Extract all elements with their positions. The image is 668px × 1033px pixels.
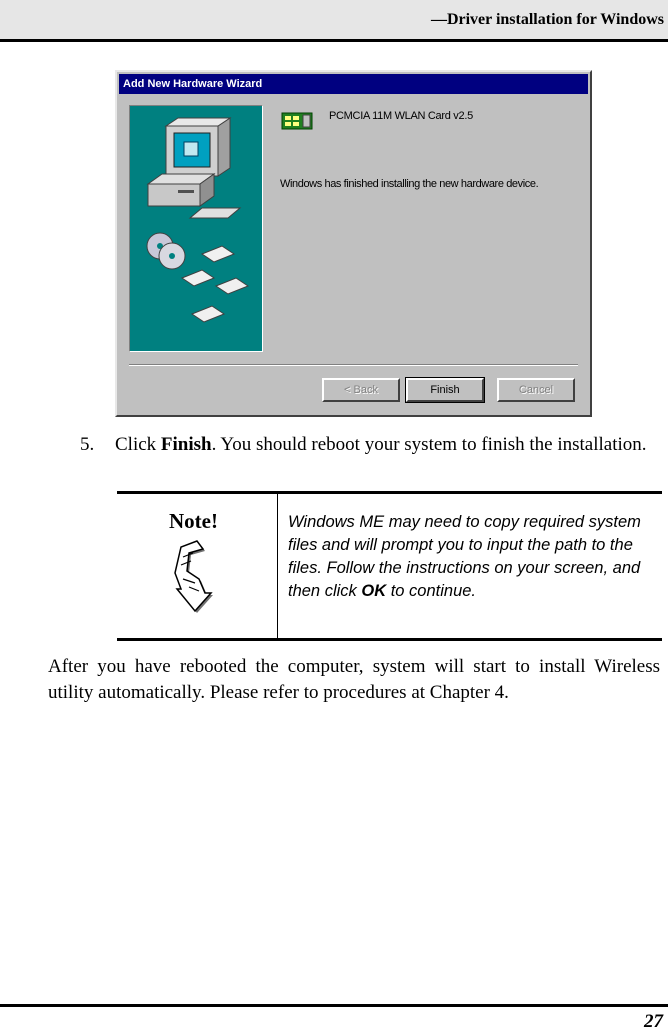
finish-button[interactable]: Finish xyxy=(406,378,484,402)
note-text-ok: OK xyxy=(361,582,387,600)
page-number: 27 xyxy=(644,1011,663,1032)
wizard-screenshot xyxy=(115,70,592,417)
back-button[interactable]: < Back xyxy=(322,378,400,402)
cancel-button[interactable]: Cancel xyxy=(497,378,575,402)
step-prefix: Click xyxy=(115,434,161,455)
wizard-illustration-panel xyxy=(129,105,263,352)
pcmcia-card-icon xyxy=(281,110,315,132)
note-table xyxy=(117,491,662,641)
note-text xyxy=(288,511,653,603)
note-arrow-icon xyxy=(169,539,217,615)
wizard-title-bar: Add New Hardware Wizard xyxy=(119,74,588,94)
page-footer-rule xyxy=(0,1004,668,1007)
step-text xyxy=(115,433,660,457)
wizard-message: Windows has finished installing the new hardware device. xyxy=(280,178,539,190)
step-number: 5. xyxy=(80,434,95,455)
body-paragraph: After you have rebooted the computer, system will start to install Wireless utility automatically. Please refer to procedures at Chapter 4. xyxy=(48,656,660,703)
note-text-before: Windows ME may need to copy required system files and will prompt you to input the path to the files. Follow the instructions on your screen, and then click xyxy=(288,513,641,600)
wizard-separator xyxy=(129,364,578,366)
page-header xyxy=(0,0,668,42)
header-title: —Driver installation for Windows xyxy=(430,11,664,28)
note-divider xyxy=(277,494,278,638)
note-label: Note! xyxy=(169,509,218,533)
step-bold-finish: Finish xyxy=(160,434,212,455)
step-suffix: . You should reboot your system to finish the installation. xyxy=(211,434,647,455)
wizard-device-name: PCMCIA 11M WLAN Card v2.5 xyxy=(329,110,473,122)
note-text-after: to continue. xyxy=(386,582,477,600)
computer-illustration-icon xyxy=(130,106,262,351)
